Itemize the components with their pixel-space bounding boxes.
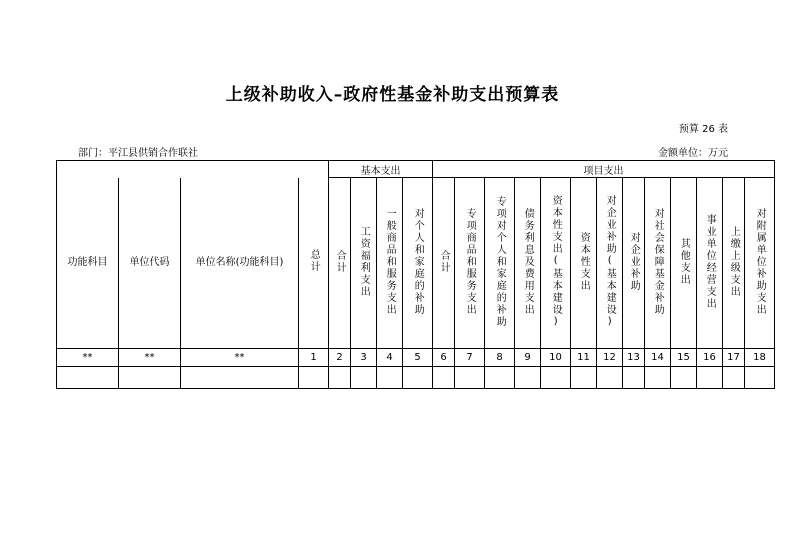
- col-header-capital-expenditure-construction: 资本性支出(基本建设): [541, 178, 571, 349]
- cell-subsidy-to-affiliated-units: [745, 367, 775, 389]
- table-header-row: [57, 178, 775, 349]
- col-header-unit-name: 单位名称(功能科目): [181, 178, 299, 349]
- cell-project-subtotal: [433, 367, 455, 389]
- group-header-project-expenditure: 项目支出: [433, 161, 775, 178]
- col-number-special-individual-family-subsidy: 8: [485, 349, 515, 367]
- col-header-enterprise-subsidy-construction: 对企业补助(基本建设): [597, 178, 623, 349]
- col-number-capital-expenditure: 11: [571, 349, 597, 367]
- col-number-other-expenditure: 15: [671, 349, 697, 367]
- col-header-subsidy-to-affiliated-units: 对附属单位补助支出: [745, 178, 775, 349]
- col-header-project-subtotal: 合计: [433, 178, 455, 349]
- col-header-basic-subtotal: 合计: [329, 178, 351, 349]
- col-header-special-goods-services: 专项商品和服务支出: [455, 178, 485, 349]
- col-number-project-subtotal: 6: [433, 349, 455, 367]
- cell-unit-name: [181, 367, 299, 389]
- col-header-capital-expenditure: 资本性支出: [571, 178, 597, 349]
- col-header-other-expenditure: 其他支出: [671, 178, 697, 349]
- col-header-special-individual-family-subsidy: 专项对个人和家庭的补助: [485, 178, 515, 349]
- cell-social-security-fund-subsidy: [645, 367, 671, 389]
- cell-functional-subject: [57, 367, 119, 389]
- cell-general-goods-services: [377, 367, 403, 389]
- cell-enterprise-subsidy-construction: [597, 367, 623, 389]
- cell-individual-family-subsidy: [403, 367, 433, 389]
- cell-capital-expenditure: [571, 367, 597, 389]
- cell-institution-operating-expenditure: [697, 367, 723, 389]
- cell-other-expenditure: [671, 367, 697, 389]
- group-header-blank: [57, 161, 329, 178]
- col-header-unit-code: 单位代码: [119, 178, 181, 349]
- col-number-total: 1: [299, 349, 329, 367]
- col-header-salary-welfare: 工资福利支出: [351, 178, 377, 349]
- col-header-total: 总计: [299, 178, 329, 349]
- col-header-functional-subject: 功能科目: [57, 178, 119, 349]
- budget-table: [56, 160, 775, 389]
- col-number-enterprise-subsidy-construction: 12: [597, 349, 623, 367]
- col-header-institution-operating-expenditure: 事业单位经营支出: [697, 178, 723, 349]
- cell-unit-code: [119, 367, 181, 389]
- col-number-basic-subtotal: 2: [329, 349, 351, 367]
- col-header-enterprise-subsidy: 对企业补助: [623, 178, 645, 349]
- table-column-number-row: [57, 349, 775, 367]
- col-number-individual-family-subsidy: 5: [403, 349, 433, 367]
- col-header-debt-interest-expense: 债务利息及费用支出: [515, 178, 541, 349]
- cell-special-individual-family-subsidy: [485, 367, 515, 389]
- col-number-general-goods-services: 4: [377, 349, 403, 367]
- col-number-unit-code: **: [119, 349, 181, 367]
- col-header-payment-to-superior: 上缴上级支出: [723, 178, 745, 349]
- cell-salary-welfare: [351, 367, 377, 389]
- cell-basic-subtotal: [329, 367, 351, 389]
- col-number-capital-expenditure-construction: 10: [541, 349, 571, 367]
- table-row: [57, 367, 775, 389]
- col-number-debt-interest-expense: 9: [515, 349, 541, 367]
- department-label: 部门：平江县供销合作联社: [78, 148, 198, 159]
- table-group-header-row: [57, 161, 775, 178]
- cell-enterprise-subsidy: [623, 367, 645, 389]
- form-number: 预算 26 表: [678, 124, 728, 135]
- cell-payment-to-superior: [723, 367, 745, 389]
- col-number-unit-name: **: [181, 349, 299, 367]
- col-header-general-goods-services: 一般商品和服务支出: [377, 178, 403, 349]
- page-title: 上级补助收入–政府性基金补助支出预算表: [225, 85, 560, 105]
- col-number-institution-operating-expenditure: 16: [697, 349, 723, 367]
- col-number-social-security-fund-subsidy: 14: [645, 349, 671, 367]
- col-number-subsidy-to-affiliated-units: 18: [745, 349, 775, 367]
- cell-debt-interest-expense: [515, 367, 541, 389]
- col-number-enterprise-subsidy: 13: [623, 349, 645, 367]
- col-number-payment-to-superior: 17: [723, 349, 745, 367]
- col-header-individual-family-subsidy: 对个人和家庭的补助: [403, 178, 433, 349]
- col-number-functional-subject: **: [57, 349, 119, 367]
- amount-unit-label: 金额单位：万元: [658, 148, 728, 159]
- cell-capital-expenditure-construction: [541, 367, 571, 389]
- cell-total: [299, 367, 329, 389]
- col-number-special-goods-services: 7: [455, 349, 485, 367]
- cell-special-goods-services: [455, 367, 485, 389]
- col-number-salary-welfare: 3: [351, 349, 377, 367]
- col-header-social-security-fund-subsidy: 对社会保障基金补助: [645, 178, 671, 349]
- group-header-basic-expenditure: 基本支出: [329, 161, 433, 178]
